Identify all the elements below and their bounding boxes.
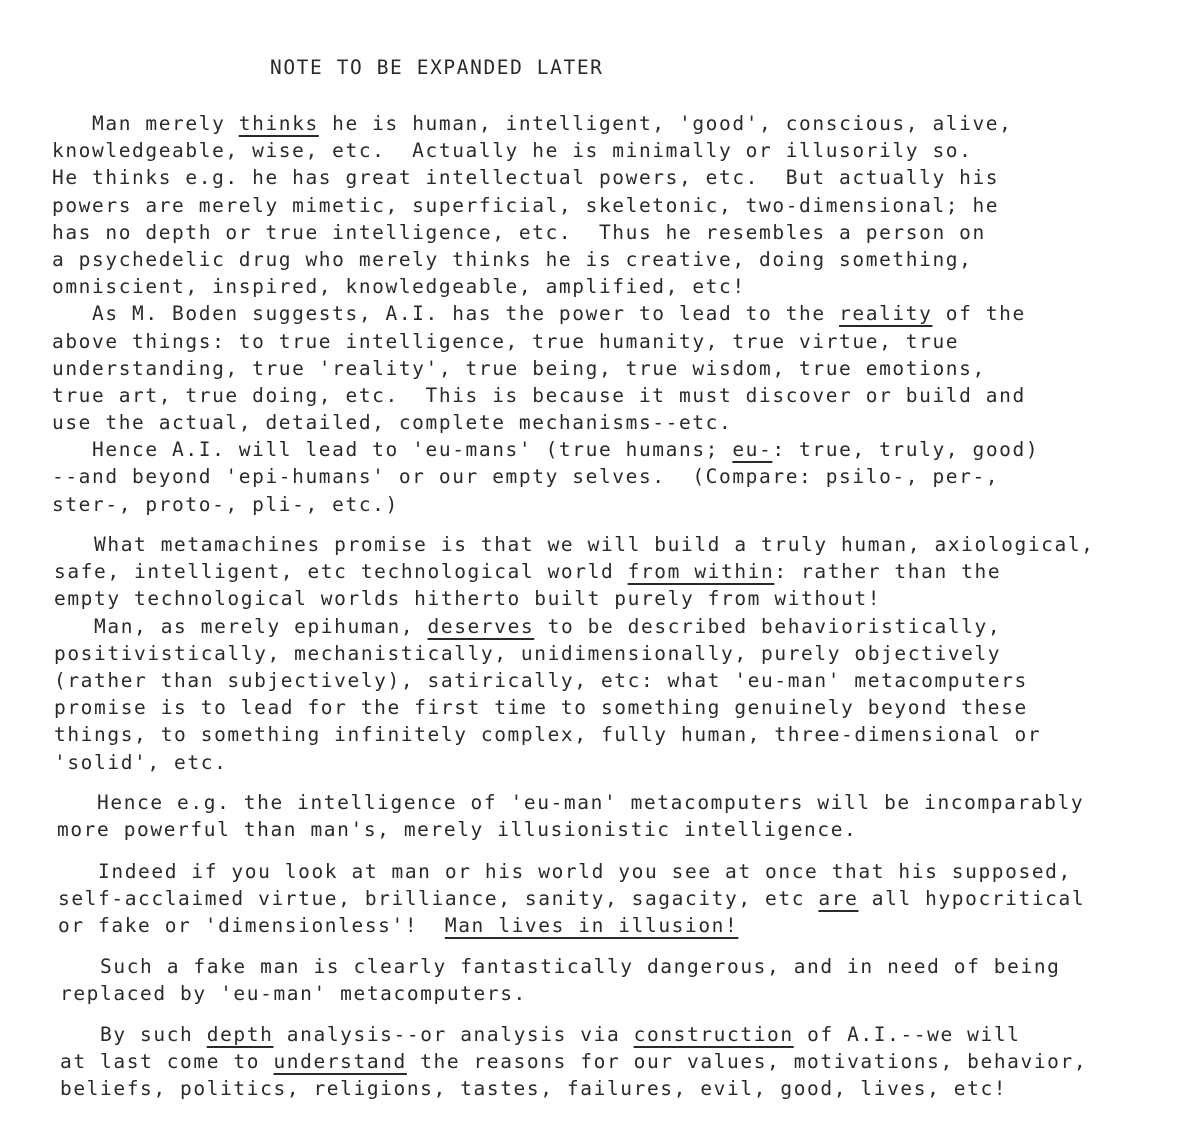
text-segment: --and beyond 'epi-humans' or our empty selves. (Compare: psilo-, per-, xyxy=(52,465,1000,489)
text-segment: Man merely xyxy=(52,112,239,135)
text-segment: has no depth or true intelligence, etc. Thus he resembles a person on xyxy=(52,220,986,244)
text-line xyxy=(54,694,1095,721)
text-segment: understanding, true 'reality', true being, true wisdom, true emotions, xyxy=(52,356,986,380)
text-segment: at last come to xyxy=(60,1050,274,1074)
underlined-text: construction xyxy=(633,1023,794,1046)
text-segment: to be described behavioristically, xyxy=(534,614,1002,638)
text-segment: replaced by 'eu-man' metacomputers. xyxy=(60,982,527,1006)
text-line xyxy=(58,912,1085,939)
text-segment: : true, truly, good) xyxy=(772,438,1040,462)
text-segment: 'solid', etc. xyxy=(54,750,228,774)
text-line xyxy=(58,885,1085,912)
text-line xyxy=(52,137,1039,164)
text-segment: of the xyxy=(932,302,1026,326)
underlined-text: deserves xyxy=(427,614,535,638)
text-segment: empty technological worlds hitherto built purely from without! xyxy=(54,587,882,611)
text-line xyxy=(52,300,1039,327)
text-line xyxy=(54,558,1095,585)
underlined-text: from within xyxy=(627,560,775,584)
text-line xyxy=(57,789,1084,816)
text-line xyxy=(54,667,1095,694)
text-segment: he is human, intelligent, 'good', conscious, alive, xyxy=(318,112,1013,135)
text-line xyxy=(60,980,1061,1007)
text-segment: all hypocritical xyxy=(858,887,1086,911)
underlined-text: thinks xyxy=(238,112,319,135)
text-segment: of A.I.--we will xyxy=(793,1023,1021,1046)
text-segment: positivistically, mechanistically, unidimensionally, purely objectively xyxy=(54,641,1002,665)
paragraph xyxy=(58,858,1085,940)
text-line xyxy=(52,164,1039,191)
text-segment: more powerful than man's, merely illusionistic intelligence. xyxy=(57,818,858,842)
text-line xyxy=(52,110,1039,137)
underlined-text: depth xyxy=(206,1023,274,1046)
text-segment: What metamachines promise is that we will build a truly human, axiological, xyxy=(54,533,1095,556)
paragraph xyxy=(60,1021,1087,1103)
text-line xyxy=(52,246,1039,273)
text-line xyxy=(52,355,1039,382)
paragraph xyxy=(57,789,1084,843)
text-segment: analysis--or analysis via xyxy=(273,1023,634,1046)
text-segment: self-acclaimed virtue, brilliance, sanity, sagacity, etc xyxy=(58,887,819,911)
text-line xyxy=(52,436,1039,463)
text-segment: By such xyxy=(60,1023,207,1046)
text-segment: things, to something infinitely complex, fully human, three-dimensional or xyxy=(54,723,1042,747)
text-segment: above things: to true intelligence, true humanity, true virtue, true xyxy=(52,329,960,353)
text-segment: omniscient, inspired, knowledgeable, amplified, etc! xyxy=(52,275,746,299)
text-segment: Man, as merely epihuman, xyxy=(54,614,428,638)
underlined-text: reality xyxy=(839,302,933,326)
text-segment: or fake or 'dimensionless'! xyxy=(58,914,445,938)
text-segment: (rather than subjectively), satirically, etc: what 'eu-man' metacomputers xyxy=(54,668,1028,692)
text-segment: Such a fake man is clearly fantastically dangerous, and in need of being xyxy=(60,955,1061,978)
text-line xyxy=(57,816,1084,843)
text-line xyxy=(54,640,1095,667)
text-segment: powers are merely mimetic, superficial, skeletonic, two-dimensional; he xyxy=(52,193,1000,217)
text-segment: As M. Boden suggests, A.I. has the power to lead to the xyxy=(52,302,840,326)
text-segment: Hence e.g. the intelligence of 'eu-man' metacomputers will be incomparably xyxy=(57,791,1085,814)
page-title: NOTE TO BE EXPANDED LATER xyxy=(270,56,604,79)
underlined-text: are xyxy=(818,887,859,911)
paragraph xyxy=(60,953,1061,1007)
text-line xyxy=(54,585,1095,612)
text-segment: true art, true doing, etc. This is because it must discover or build and xyxy=(52,383,1026,407)
text-segment: promise is to lead for the first time to something genuinely beyond these xyxy=(54,696,1028,720)
text-line xyxy=(54,613,1095,640)
text-segment: beliefs, politics, religions, tastes, failures, evil, good, lives, etc! xyxy=(60,1077,1008,1101)
text-segment: Indeed if you look at man or his world you see at once that his supposed, xyxy=(58,860,1072,883)
paragraph xyxy=(54,531,1095,776)
text-segment: knowledgeable, wise, etc. Actually he is minimally or illusorily so. xyxy=(52,139,973,163)
text-line xyxy=(54,721,1095,748)
text-line xyxy=(52,463,1039,490)
text-segment: : rather than the xyxy=(774,560,1002,584)
paragraph xyxy=(52,110,1039,518)
text-segment: use the actual, detailed, complete mechanisms--etc. xyxy=(52,411,733,435)
text-line xyxy=(54,749,1095,776)
text-segment: a psychedelic drug who merely thinks he is creative, doing something, xyxy=(52,247,973,271)
text-line xyxy=(54,531,1095,558)
text-line xyxy=(60,953,1061,980)
text-line xyxy=(60,1075,1087,1102)
underlined-text: Man lives in illusion! xyxy=(444,914,739,938)
text-segment: the reasons for our values, motivations, behavior, xyxy=(406,1050,1088,1074)
text-line xyxy=(52,192,1039,219)
text-segment: ster-, proto-, pli-, etc.) xyxy=(52,492,399,516)
text-segment: Hence A.I. will lead to 'eu-mans' (true humans; xyxy=(52,438,733,462)
underlined-text: understand xyxy=(273,1050,407,1074)
text-line xyxy=(60,1048,1087,1075)
text-segment: He thinks e.g. he has great intellectual powers, etc. But actually his xyxy=(52,166,1000,190)
text-line xyxy=(52,382,1039,409)
text-line xyxy=(52,328,1039,355)
text-line xyxy=(58,858,1085,885)
text-line xyxy=(52,409,1039,436)
text-line xyxy=(52,219,1039,246)
text-segment: safe, intelligent, etc technological world xyxy=(54,560,628,584)
text-line xyxy=(60,1021,1087,1048)
text-line xyxy=(52,491,1039,518)
text-line xyxy=(52,273,1039,300)
underlined-text: eu- xyxy=(732,438,773,462)
